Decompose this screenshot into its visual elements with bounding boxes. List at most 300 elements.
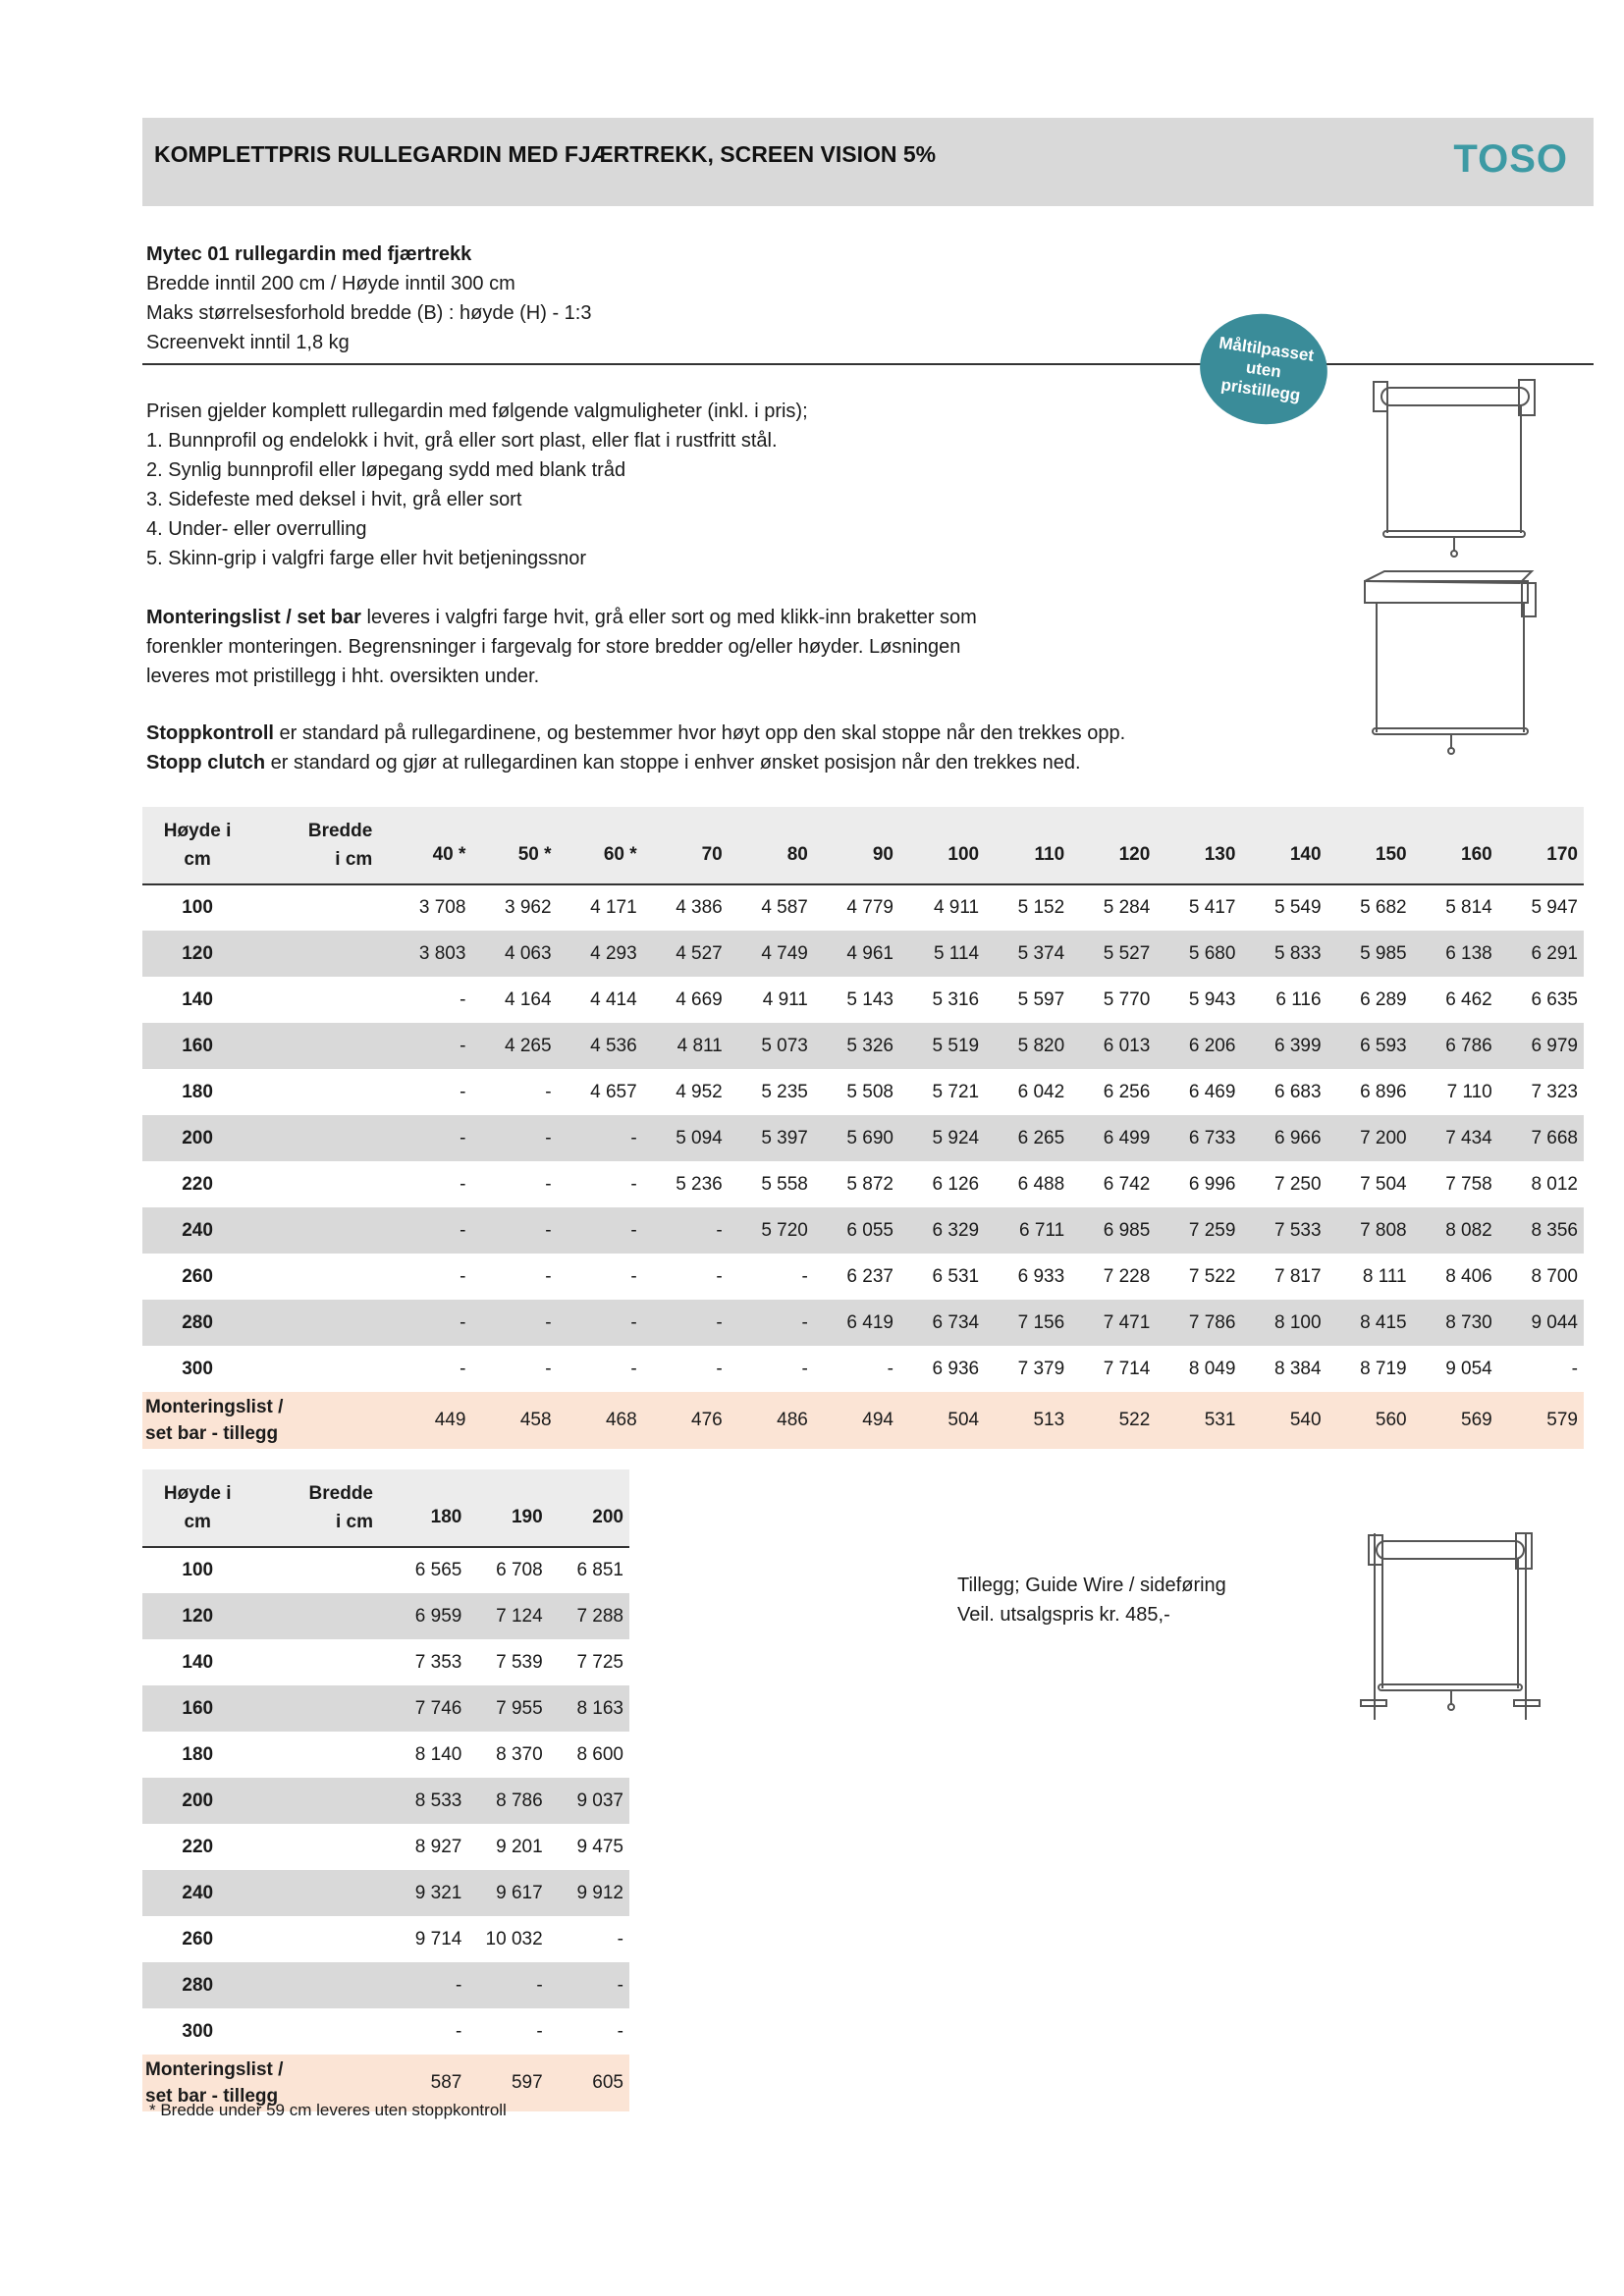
price-cell: 7 533 — [1273, 1219, 1322, 1241]
set-bar-price: 504 — [947, 1410, 980, 1430]
height-cell: 180 — [182, 1743, 214, 1765]
price-cell: 8 927 — [414, 1836, 462, 1857]
price-cell: 9 714 — [414, 1928, 462, 1949]
set-bar-price: 597 — [511, 2072, 543, 2093]
price-cell: 4 171 — [590, 897, 637, 918]
price-cell: 4 265 — [504, 1035, 552, 1056]
stop-paragraph — [146, 719, 1423, 777]
price-cell: 6 786 — [1445, 1035, 1492, 1056]
price-cell: - — [716, 1358, 723, 1379]
price-cell: 5 114 — [933, 942, 980, 964]
price-cell: 6 042 — [1017, 1081, 1065, 1102]
set-bar-label: Monteringslist / set bar - tillegg — [145, 2059, 284, 2107]
price-cell: 4 911 — [762, 988, 808, 1010]
price-cell: 5 985 — [1360, 942, 1407, 964]
price-cell: 5 549 — [1273, 897, 1322, 918]
price-cell: 7 817 — [1273, 1265, 1322, 1287]
price-cell: 6 996 — [1188, 1173, 1236, 1195]
width-header: Bredde i cm — [252, 807, 386, 884]
set-bar-price: 587 — [430, 2072, 462, 2093]
set-bar-price: 540 — [1289, 1410, 1322, 1430]
price-cell: 6 469 — [1188, 1081, 1236, 1102]
set-bar-price: 486 — [777, 1410, 808, 1430]
price-cell: - — [545, 1311, 552, 1333]
set-bar-price: 494 — [862, 1410, 893, 1430]
price-cell: 7 250 — [1273, 1173, 1322, 1195]
price-cell: - — [545, 1358, 552, 1379]
price-cell: - — [716, 1311, 723, 1333]
set-bar-price: 458 — [519, 1410, 552, 1430]
price-cell: 5 720 — [761, 1219, 808, 1241]
price-cell: 6 116 — [1275, 988, 1322, 1010]
price-cell: 7 353 — [414, 1651, 462, 1673]
option-item: 1. Bunnprofil og endelokk i hvit, grå eller sort plast, eller flat i rustfritt stål. — [146, 430, 778, 452]
price-cell: 5 558 — [761, 1173, 808, 1195]
price-cell: 4 657 — [590, 1081, 637, 1102]
height-cell: 140 — [182, 988, 213, 1010]
width-col: 60 * — [558, 807, 643, 884]
height-cell: 260 — [182, 1928, 214, 1949]
table-header-row — [142, 807, 1584, 884]
spacer-cell — [252, 1732, 387, 1778]
price-cell: 5 947 — [1531, 897, 1578, 918]
table-row — [142, 977, 1584, 1023]
width-col: 80 — [729, 807, 814, 884]
price-cell: 6 593 — [1360, 1035, 1407, 1056]
price-cell: 7 110 — [1446, 1081, 1492, 1102]
price-cell: 4 779 — [846, 897, 893, 918]
option-item: 4. Under- eller overrulling — [146, 518, 367, 540]
footnote: * Bredde under 59 cm leveres uten stoppkontroll — [149, 2101, 507, 2119]
price-cell: 5 316 — [932, 988, 980, 1010]
mounting-bold: Monteringslist / set bar — [146, 607, 361, 628]
price-cell: - — [545, 1219, 552, 1241]
price-cell: 7 288 — [576, 1605, 623, 1627]
price-cell: - — [617, 1928, 623, 1949]
width-col: 40 * — [386, 807, 471, 884]
spacer-cell — [252, 1547, 387, 1593]
table-row — [142, 1161, 1584, 1207]
price-cell: 5 943 — [1188, 988, 1236, 1010]
table-row — [142, 2008, 629, 2055]
width-col: 130 — [1156, 807, 1241, 884]
spacer-cell — [252, 1685, 387, 1732]
price-cell: 7 668 — [1531, 1127, 1578, 1148]
price-cell: - — [460, 1081, 466, 1102]
price-cell: 9 037 — [576, 1789, 623, 1811]
price-cell: 5 073 — [761, 1035, 808, 1056]
height-cell: 200 — [182, 1789, 214, 1811]
table-row — [142, 1778, 629, 1824]
price-cell: 7 522 — [1188, 1265, 1236, 1287]
price-cell: 6 462 — [1445, 988, 1492, 1010]
price-cell: - — [716, 1219, 723, 1241]
price-cell: 4 669 — [676, 988, 723, 1010]
width-col: 120 — [1070, 807, 1156, 884]
spacer-cell — [252, 977, 386, 1023]
table-header-row — [142, 1469, 629, 1547]
table-row — [142, 1824, 629, 1870]
custom-fit-badge — [1193, 305, 1334, 432]
page-header — [142, 118, 1594, 206]
price-cell: - — [716, 1265, 723, 1287]
width-col: 90 — [814, 807, 899, 884]
price-cell: 8 406 — [1445, 1265, 1492, 1287]
table-row — [142, 1300, 1584, 1346]
price-cell: 5 326 — [846, 1035, 893, 1056]
height-cell: 220 — [182, 1173, 213, 1195]
width-col: 70 — [643, 807, 729, 884]
spacer-cell — [252, 1023, 386, 1069]
roller-blind-illustration — [1360, 368, 1556, 564]
price-cell: - — [887, 1358, 893, 1379]
price-cell: 6 635 — [1531, 988, 1578, 1010]
table-row — [142, 884, 1584, 931]
price-cell: 5 820 — [1017, 1035, 1065, 1056]
price-cell: 9 617 — [496, 1882, 543, 1903]
price-cell: 6 979 — [1531, 1035, 1578, 1056]
set-bar-label: Monteringslist / set bar - tillegg — [145, 1397, 284, 1444]
table-row — [142, 1254, 1584, 1300]
price-cell: 5 527 — [1103, 942, 1151, 964]
width-header: Bredde i cm — [252, 1469, 387, 1547]
table-row — [142, 1593, 629, 1639]
price-cell: 6 055 — [846, 1219, 893, 1241]
set-bar-row — [142, 1392, 1584, 1449]
price-cell: 8 356 — [1531, 1219, 1578, 1241]
height-cell: 120 — [182, 1605, 214, 1627]
width-col: 110 — [985, 807, 1070, 884]
addon-title: Tillegg; Guide Wire / sideføring — [957, 1575, 1226, 1596]
price-cell: 7 259 — [1188, 1219, 1236, 1241]
price-cell: 8 600 — [576, 1743, 623, 1765]
price-cell: 3 708 — [418, 897, 466, 918]
price-cell: 5 924 — [932, 1127, 980, 1148]
set-bar-price: 449 — [434, 1410, 466, 1430]
width-col: 200 — [549, 1469, 629, 1547]
set-bar-price: 522 — [1118, 1410, 1151, 1430]
height-cell: 280 — [182, 1974, 214, 1996]
spacer-cell — [252, 1300, 386, 1346]
table-row — [142, 1069, 1584, 1115]
price-cell: 9 321 — [414, 1882, 462, 1903]
price-cell: 8 700 — [1531, 1265, 1578, 1287]
price-cell: 8 140 — [414, 1743, 462, 1765]
price-cell: 7 434 — [1445, 1127, 1492, 1148]
price-cell: 6 966 — [1273, 1127, 1322, 1148]
spacer-cell — [252, 1207, 386, 1254]
price-cell: 7 379 — [1017, 1358, 1065, 1379]
price-cell: 5 397 — [761, 1127, 808, 1148]
price-cell: 6 488 — [1017, 1173, 1065, 1195]
table-row — [142, 1207, 1584, 1254]
price-cell: 5 690 — [846, 1127, 893, 1148]
price-table-main — [142, 807, 1584, 1449]
price-cell: 7 725 — [576, 1651, 623, 1673]
price-cell: - — [630, 1358, 637, 1379]
table-row — [142, 1732, 629, 1778]
price-cell: - — [801, 1311, 808, 1333]
guide-wire-illustration — [1353, 1523, 1549, 1739]
price-cell: 5 680 — [1188, 942, 1236, 964]
set-bar-price: 468 — [605, 1410, 637, 1430]
price-cell: 7 746 — [414, 1697, 462, 1719]
table-row — [142, 1639, 629, 1685]
table-row — [142, 931, 1584, 977]
table-row — [142, 1547, 629, 1593]
price-cell: 5 814 — [1445, 897, 1492, 918]
price-cell: 7 323 — [1531, 1081, 1578, 1102]
table-row — [142, 1023, 1584, 1069]
price-cell: 5 721 — [932, 1081, 980, 1102]
mounting-paragraph — [146, 603, 1010, 691]
price-cell: 5 508 — [846, 1081, 893, 1102]
price-cell: 6 531 — [932, 1265, 980, 1287]
price-cell: - — [545, 1127, 552, 1148]
price-cell: 6 399 — [1273, 1035, 1322, 1056]
height-cell: 120 — [182, 942, 213, 964]
price-cell: 5 833 — [1273, 942, 1322, 964]
price-cell: 6 734 — [932, 1311, 980, 1333]
divider — [142, 363, 1594, 365]
price-cell: 6 959 — [414, 1605, 462, 1627]
price-cell: 8 082 — [1445, 1219, 1492, 1241]
price-cell: - — [545, 1265, 552, 1287]
price-cell: - — [630, 1219, 637, 1241]
price-cell: - — [617, 2020, 623, 2042]
price-cell: 6 265 — [1017, 1127, 1065, 1148]
spacer-cell — [252, 2008, 387, 2055]
price-cell: 3 962 — [504, 897, 552, 918]
price-cell: 5 597 — [1017, 988, 1065, 1010]
stop-control-bold: Stoppkontroll — [146, 722, 274, 744]
price-cell: - — [460, 1173, 466, 1195]
price-cell: 9 044 — [1531, 1311, 1578, 1333]
price-cell: 9 054 — [1445, 1358, 1492, 1379]
height-header: Høyde i cm — [142, 807, 252, 884]
price-cell: 6 138 — [1445, 942, 1492, 964]
set-bar-price: 476 — [691, 1410, 723, 1430]
price-cell: 7 124 — [496, 1605, 543, 1627]
price-cell: 8 719 — [1360, 1358, 1407, 1379]
height-cell: 260 — [182, 1265, 213, 1287]
price-cell: - — [460, 1127, 466, 1148]
price-cell: - — [545, 1081, 552, 1102]
price-cell: 6 499 — [1103, 1127, 1151, 1148]
price-cell: - — [460, 1265, 466, 1287]
badge-text: Måltilpasset uten pristillegg — [1218, 333, 1316, 404]
price-cell: 6 291 — [1531, 942, 1578, 964]
price-cell: 5 236 — [676, 1173, 723, 1195]
mounting-text: leveres i valgfri farge hvit, grå eller sort og med klikk-inn braketter som forenkler monteringen. Begrensninger i fargevalg for store bredder og/eller høyder. Løsningen leveres mot pristillegg i hht. oversikten under. — [146, 607, 977, 687]
table-row — [142, 1346, 1584, 1392]
table-row — [142, 1115, 1584, 1161]
height-cell: 200 — [182, 1127, 213, 1148]
price-cell: 9 201 — [496, 1836, 543, 1857]
price-cell: - — [630, 1173, 637, 1195]
spec-line: Maks størrelsesforhold bredde (B) : høyde (H) - 1:3 — [146, 302, 592, 324]
set-bar-price: 513 — [1033, 1410, 1065, 1430]
price-cell: 6 256 — [1103, 1081, 1151, 1102]
price-cell: 4 749 — [761, 942, 808, 964]
price-cell: 7 786 — [1188, 1311, 1236, 1333]
price-cell: 8 533 — [414, 1789, 462, 1811]
spacer-cell — [252, 1962, 387, 2008]
price-cell: 6 851 — [576, 1560, 623, 1580]
table-row — [142, 1916, 629, 1962]
price-table-wide — [142, 1469, 629, 2111]
table-row — [142, 1962, 629, 2008]
width-col: 160 — [1413, 807, 1498, 884]
price-cell: 4 536 — [590, 1035, 637, 1056]
width-col: 100 — [899, 807, 985, 884]
price-cell: 6 013 — [1103, 1035, 1151, 1056]
toso-logo: TOSO — [1453, 137, 1568, 181]
spacer-cell — [252, 1593, 387, 1639]
price-cell: 4 063 — [504, 942, 552, 964]
height-cell: 300 — [182, 1358, 213, 1379]
price-cell: - — [801, 1358, 808, 1379]
height-cell: 240 — [182, 1219, 213, 1241]
height-cell: 160 — [182, 1697, 214, 1719]
product-name: Mytec 01 rullegardin med fjærtrekk — [146, 243, 472, 265]
price-cell: 6 985 — [1103, 1219, 1151, 1241]
price-cell: 8 012 — [1531, 1173, 1578, 1195]
set-bar-price: 579 — [1546, 1410, 1578, 1430]
height-header: Høyde i cm — [142, 1469, 252, 1547]
spacer-cell — [252, 1824, 387, 1870]
price-cell: - — [460, 1035, 466, 1056]
price-cell: 6 329 — [932, 1219, 980, 1241]
price-cell: 7 808 — [1360, 1219, 1407, 1241]
spacer-cell — [252, 1639, 387, 1685]
price-cell: 4 414 — [590, 988, 637, 1010]
spacer-cell — [252, 1115, 386, 1161]
price-cell: 8 415 — [1360, 1311, 1407, 1333]
option-item: 2. Synlig bunnprofil eller løpegang sydd med blank tråd — [146, 459, 626, 481]
width-col: 150 — [1327, 807, 1413, 884]
price-cell: - — [545, 1173, 552, 1195]
price-cell: 7 200 — [1360, 1127, 1407, 1148]
price-cell: 6 708 — [496, 1560, 543, 1580]
price-cell: 5 143 — [846, 988, 893, 1010]
spacer-cell — [252, 884, 386, 931]
price-cell: 4 386 — [676, 897, 723, 918]
spacer-cell — [252, 931, 386, 977]
price-cell: 4 952 — [676, 1081, 723, 1102]
addon-price: Veil. utsalgspris kr. 485,- — [957, 1604, 1170, 1626]
price-cell: 8 163 — [576, 1697, 623, 1719]
stop-clutch-bold: Stopp clutch — [146, 752, 266, 774]
price-cell: 6 711 — [1019, 1219, 1065, 1241]
set-bar-price: 605 — [592, 2072, 623, 2093]
price-cell: 4 293 — [590, 942, 637, 964]
price-cell: 5 682 — [1360, 897, 1407, 918]
price-cell: 10 032 — [485, 1928, 543, 1949]
spec-line: Bredde inntil 200 cm / Høyde inntil 300 cm — [146, 273, 515, 294]
table-row — [142, 1685, 629, 1732]
set-bar-price: 560 — [1375, 1410, 1407, 1430]
spacer-cell — [252, 1870, 387, 1916]
product-spec — [146, 240, 591, 357]
width-col: 50 * — [471, 807, 557, 884]
height-cell: 300 — [182, 2020, 214, 2042]
width-col: 170 — [1498, 807, 1584, 884]
price-cell: 4 164 — [504, 988, 552, 1010]
set-bar-price: 531 — [1204, 1410, 1236, 1430]
spacer-cell — [252, 1069, 386, 1115]
width-col: 180 — [387, 1469, 467, 1547]
price-cell: 6 742 — [1103, 1173, 1151, 1195]
guide-wire-addon — [957, 1571, 1226, 1629]
height-cell: 100 — [182, 897, 213, 918]
price-cell: 6 896 — [1360, 1081, 1407, 1102]
price-cell: - — [456, 1974, 462, 1996]
price-cell: 6 683 — [1273, 1081, 1322, 1102]
spacer-cell — [252, 1254, 386, 1300]
price-cell: 5 872 — [846, 1173, 893, 1195]
price-cell: 7 714 — [1103, 1358, 1151, 1379]
price-cell: 5 519 — [932, 1035, 980, 1056]
price-cell: 8 730 — [1445, 1311, 1492, 1333]
price-cell: - — [536, 1974, 543, 1996]
price-cell: 4 811 — [677, 1035, 723, 1056]
spec-line: Screenvekt inntil 1,8 kg — [146, 332, 350, 353]
price-cell: 6 733 — [1188, 1127, 1236, 1148]
included-options — [146, 397, 808, 573]
page-title: KOMPLETTPRIS RULLEGARDIN MED FJÆRTREKK, SCREEN VISION 5% — [154, 141, 937, 167]
price-cell: - — [617, 1974, 623, 1996]
price-cell: 8 111 — [1362, 1265, 1407, 1287]
price-cell: - — [460, 1358, 466, 1379]
price-cell: 7 758 — [1445, 1173, 1492, 1195]
price-cell: 7 504 — [1360, 1173, 1407, 1195]
price-cell: 7 228 — [1103, 1265, 1151, 1287]
height-cell: 100 — [182, 1560, 214, 1580]
table-row — [142, 1870, 629, 1916]
price-cell: 3 803 — [418, 942, 466, 964]
price-cell: 8 370 — [496, 1743, 543, 1765]
price-cell: 5 094 — [676, 1127, 723, 1148]
height-cell: 140 — [182, 1651, 214, 1673]
price-cell: 6 565 — [414, 1560, 462, 1580]
price-cell: 6 936 — [932, 1358, 980, 1379]
height-cell: 280 — [182, 1311, 213, 1333]
price-cell: 6 419 — [846, 1311, 893, 1333]
stop-clutch-text: er standard og gjør at rullegardinen kan stoppe i enhver ønsket posisjon når den trekkes ned. — [265, 752, 1081, 774]
width-col: 190 — [467, 1469, 548, 1547]
price-cell: 6 126 — [932, 1173, 980, 1195]
spacer-cell — [252, 1161, 386, 1207]
price-cell: 8 786 — [496, 1789, 543, 1811]
price-cell: - — [630, 1127, 637, 1148]
height-cell: 180 — [182, 1081, 213, 1102]
price-cell: 4 527 — [676, 942, 723, 964]
price-cell: - — [630, 1311, 637, 1333]
price-cell: 8 049 — [1188, 1358, 1236, 1379]
price-cell: - — [630, 1265, 637, 1287]
price-cell: 9 912 — [576, 1882, 623, 1903]
price-cell: 6 933 — [1017, 1265, 1065, 1287]
price-cell: 7 955 — [496, 1697, 543, 1719]
height-cell: 220 — [182, 1836, 214, 1857]
spacer-cell — [252, 1778, 387, 1824]
price-cell: - — [460, 1311, 466, 1333]
price-cell: 7 156 — [1017, 1311, 1065, 1333]
price-cell: 7 471 — [1103, 1311, 1151, 1333]
set-bar-illustration — [1355, 567, 1551, 764]
set-bar-price: 569 — [1461, 1410, 1492, 1430]
